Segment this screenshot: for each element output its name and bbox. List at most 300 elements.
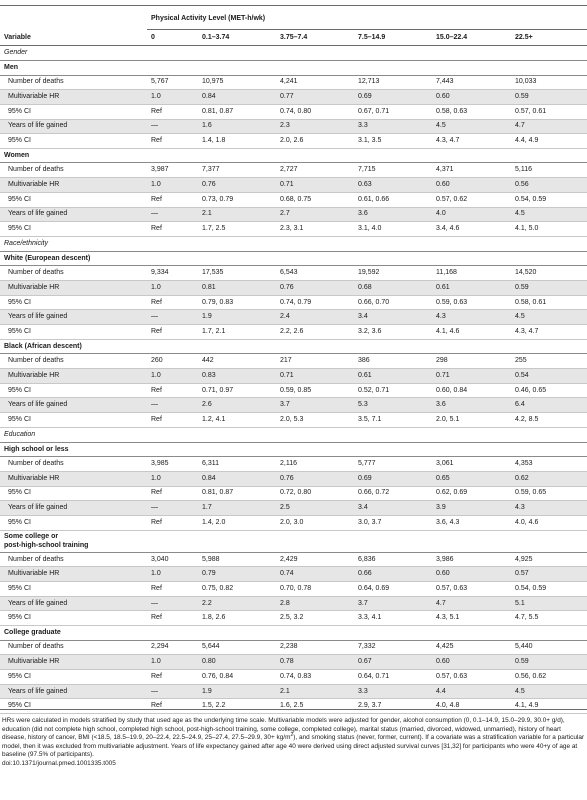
table-cell: 7,332 bbox=[354, 640, 432, 655]
variable-header: Variable bbox=[0, 11, 147, 46]
table-cell: 5.3 bbox=[354, 398, 432, 413]
table-cell: 1.0 bbox=[147, 369, 198, 384]
table-cell: 17,535 bbox=[198, 266, 276, 281]
row-label: Years of life gained bbox=[0, 310, 147, 325]
table-cell: 0.65 bbox=[432, 471, 511, 486]
table-cell: 5,777 bbox=[354, 457, 432, 472]
category-label: Gender bbox=[0, 46, 587, 61]
table-cell: 0.64, 0.71 bbox=[354, 670, 432, 685]
table-cell: 7,377 bbox=[198, 163, 276, 178]
table-cell: 1.7, 2.5 bbox=[198, 222, 276, 237]
table-cell: — bbox=[147, 119, 198, 134]
table-cell: 260 bbox=[147, 354, 198, 369]
table-cell: 0.80 bbox=[198, 655, 276, 670]
table-row bbox=[0, 670, 587, 685]
table-cell: 3.4, 4.6 bbox=[432, 222, 511, 237]
footnote-text bbox=[2, 717, 585, 760]
table-cell: 4.0, 4.6 bbox=[511, 516, 587, 531]
row-label: Years of life gained bbox=[0, 684, 147, 699]
table-cell: 0.60 bbox=[432, 567, 511, 582]
table-cell: 2,238 bbox=[276, 640, 354, 655]
table-cell: 3.3 bbox=[354, 684, 432, 699]
table-row bbox=[0, 398, 587, 413]
table-cell: 4,353 bbox=[511, 457, 587, 472]
table-row bbox=[0, 552, 587, 567]
row-label: Number of deaths bbox=[0, 640, 147, 655]
group-label-line: High school or less bbox=[4, 445, 69, 453]
table-cell: 0.67, 0.71 bbox=[354, 104, 432, 119]
table-row bbox=[0, 163, 587, 178]
table-cell: 1.0 bbox=[147, 281, 198, 296]
table-cell: 0.56, 0.62 bbox=[511, 670, 587, 685]
table-cell: 0.81 bbox=[198, 281, 276, 296]
row-label: Number of deaths bbox=[0, 354, 147, 369]
table-row bbox=[0, 596, 587, 611]
table-row bbox=[0, 90, 587, 105]
row-label: Number of deaths bbox=[0, 457, 147, 472]
table-row bbox=[0, 325, 587, 340]
table-cell: 0.62 bbox=[511, 471, 587, 486]
row-label: Multivariable HR bbox=[0, 178, 147, 193]
table-cell: 0.76, 0.84 bbox=[198, 670, 276, 685]
table-cell: 4.0 bbox=[432, 207, 511, 222]
table-cell: 386 bbox=[354, 354, 432, 369]
table-cell: 0.68 bbox=[354, 281, 432, 296]
table-cell: 11,168 bbox=[432, 266, 511, 281]
group-label bbox=[0, 626, 587, 641]
table-cell: 2,727 bbox=[276, 163, 354, 178]
table-row bbox=[0, 383, 587, 398]
group-label-line: White (European descent) bbox=[4, 254, 91, 262]
table-cell: Ref bbox=[147, 611, 198, 626]
table-cell: 6,311 bbox=[198, 457, 276, 472]
table-cell: 1.7 bbox=[198, 501, 276, 516]
table-cell: 3.1, 3.5 bbox=[354, 134, 432, 149]
table-cell: 0.52, 0.71 bbox=[354, 383, 432, 398]
table-cell: 0.56 bbox=[511, 178, 587, 193]
table-cell: 0.59, 0.63 bbox=[432, 295, 511, 310]
table-cell: 4.1, 5.0 bbox=[511, 222, 587, 237]
table-cell: Ref bbox=[147, 383, 198, 398]
group-row bbox=[0, 626, 587, 641]
row-label: 95% CI bbox=[0, 104, 147, 119]
table-cell: 2.0, 2.6 bbox=[276, 134, 354, 149]
row-label: 95% CI bbox=[0, 222, 147, 237]
table-cell: 3.7 bbox=[276, 398, 354, 413]
table-cell: 2.9, 3.7 bbox=[354, 699, 432, 714]
table-cell: 0.54, 0.59 bbox=[511, 192, 587, 207]
table-cell: 12,713 bbox=[354, 75, 432, 90]
row-label: Multivariable HR bbox=[0, 655, 147, 670]
group-label bbox=[0, 339, 587, 354]
table-cell: 0.61 bbox=[432, 281, 511, 296]
table-cell: 0.57, 0.63 bbox=[432, 582, 511, 597]
table-footnote bbox=[0, 717, 587, 768]
table-cell: 4.0, 4.8 bbox=[432, 699, 511, 714]
table-cell: 0.64, 0.69 bbox=[354, 582, 432, 597]
table-cell: 0.77 bbox=[276, 90, 354, 105]
top-rule bbox=[0, 5, 587, 6]
table-row bbox=[0, 457, 587, 472]
row-label: Years of life gained bbox=[0, 119, 147, 134]
table-cell: 0.84 bbox=[198, 90, 276, 105]
table-cell: 2.0, 5.3 bbox=[276, 413, 354, 428]
footnote-doi: doi:10.1371/journal.pmed.1001335.t005 bbox=[2, 759, 116, 767]
table-cell: 5.1 bbox=[511, 596, 587, 611]
group-row bbox=[0, 530, 587, 552]
table-cell: 5,440 bbox=[511, 640, 587, 655]
table-cell: 0.76 bbox=[198, 178, 276, 193]
row-label: 95% CI bbox=[0, 611, 147, 626]
table-cell: 0.71 bbox=[432, 369, 511, 384]
group-row bbox=[0, 148, 587, 163]
table-cell: 4.1, 4.9 bbox=[511, 699, 587, 714]
table-row bbox=[0, 354, 587, 369]
table-cell: 2.4 bbox=[276, 310, 354, 325]
results-table bbox=[0, 11, 587, 714]
table-row bbox=[0, 104, 587, 119]
table-cell: 0.70, 0.78 bbox=[276, 582, 354, 597]
table-row bbox=[0, 281, 587, 296]
table-cell: 0.54 bbox=[511, 369, 587, 384]
table-cell: 0.60 bbox=[432, 655, 511, 670]
table-row bbox=[0, 567, 587, 582]
table-row bbox=[0, 640, 587, 655]
table-cell: 0.74, 0.83 bbox=[276, 670, 354, 685]
table-cell: 1.0 bbox=[147, 471, 198, 486]
table-cell: 4.3 bbox=[432, 310, 511, 325]
table-cell: 4.4, 4.9 bbox=[511, 134, 587, 149]
table-cell: 5,988 bbox=[198, 552, 276, 567]
table-cell: 0.68, 0.75 bbox=[276, 192, 354, 207]
table-cell: 0.60, 0.84 bbox=[432, 383, 511, 398]
table-cell: 1.9 bbox=[198, 310, 276, 325]
group-label bbox=[0, 251, 587, 266]
table-row bbox=[0, 295, 587, 310]
category-row bbox=[0, 427, 587, 442]
group-row bbox=[0, 61, 587, 76]
table-cell: 3.6 bbox=[354, 207, 432, 222]
group-row bbox=[0, 442, 587, 457]
footnote-rule bbox=[0, 709, 587, 710]
activity-group-header: Physical Activity Level (MET-h/wk) bbox=[151, 15, 266, 22]
table-cell: 4.3, 4.7 bbox=[432, 134, 511, 149]
table-cell: 9,334 bbox=[147, 266, 198, 281]
row-label: Number of deaths bbox=[0, 266, 147, 281]
table-cell: Ref bbox=[147, 192, 198, 207]
table-cell: 2.1 bbox=[276, 684, 354, 699]
row-label: Multivariable HR bbox=[0, 567, 147, 582]
table-row bbox=[0, 310, 587, 325]
table-cell: 5,767 bbox=[147, 75, 198, 90]
table-cell: 0.71 bbox=[276, 178, 354, 193]
row-label: Multivariable HR bbox=[0, 90, 147, 105]
table-cell: 7,443 bbox=[432, 75, 511, 90]
table-cell: 1.4, 2.0 bbox=[198, 516, 276, 531]
footnote-text-part1: HRs were calculated in models stratified by study that used age as the underlying time scale. Multivariable models were adjusted for gender, alcohol consumption (0, 0.1–14.9, 15.0–29.9, 30.0+ g/d), education (did not complete high school, completed high school, post-high-school training, some college, completed college), marital status (married, divorced, widowed, unmarried), history of heart disease, history of cancer, BMI (<18.5, 18.5–19.9, 20–22.4, 22.5–24.9, 25–27.4, 27.5–29.9, 30+ kg/m bbox=[2, 717, 565, 741]
row-label: Multivariable HR bbox=[0, 471, 147, 486]
table-cell: 1.9 bbox=[198, 684, 276, 699]
table-row bbox=[0, 369, 587, 384]
table-row bbox=[0, 516, 587, 531]
group-label bbox=[0, 148, 587, 163]
table-cell: 0.57, 0.62 bbox=[432, 192, 511, 207]
column-header: 22.5+ bbox=[511, 30, 587, 46]
group-label-line: Some college or bbox=[4, 533, 59, 541]
table-cell: 0.62, 0.69 bbox=[432, 486, 511, 501]
table-cell: 2,429 bbox=[276, 552, 354, 567]
table-cell: 0.59 bbox=[511, 90, 587, 105]
table-cell: 0.57, 0.63 bbox=[432, 670, 511, 685]
table-cell: Ref bbox=[147, 516, 198, 531]
row-label: 95% CI bbox=[0, 134, 147, 149]
column-header: 15.0–22.4 bbox=[432, 30, 511, 46]
table-cell: Ref bbox=[147, 670, 198, 685]
table-cell: 4.5 bbox=[511, 310, 587, 325]
table-cell: 2.3 bbox=[276, 119, 354, 134]
table-cell: 2.0, 5.1 bbox=[432, 413, 511, 428]
table-cell: 0.83 bbox=[198, 369, 276, 384]
table-row bbox=[0, 471, 587, 486]
table-cell: 0.84 bbox=[198, 471, 276, 486]
table-cell: 0.71 bbox=[276, 369, 354, 384]
table-cell: Ref bbox=[147, 134, 198, 149]
group-label-line: Men bbox=[4, 63, 18, 71]
table-cell: 19,592 bbox=[354, 266, 432, 281]
row-label: 95% CI bbox=[0, 192, 147, 207]
table-cell: 0.57 bbox=[511, 567, 587, 582]
row-label: Number of deaths bbox=[0, 552, 147, 567]
row-label: 95% CI bbox=[0, 325, 147, 340]
table-cell: 4,425 bbox=[432, 640, 511, 655]
category-label: Education bbox=[0, 427, 587, 442]
table-cell: Ref bbox=[147, 582, 198, 597]
table-cell: 4,241 bbox=[276, 75, 354, 90]
table-cell: 5,644 bbox=[198, 640, 276, 655]
table-cell: 3.5, 7.1 bbox=[354, 413, 432, 428]
row-label: 95% CI bbox=[0, 295, 147, 310]
table-cell: 6,836 bbox=[354, 552, 432, 567]
table-cell: 0.69 bbox=[354, 471, 432, 486]
table-cell: 1.4, 1.8 bbox=[198, 134, 276, 149]
row-label: 95% CI bbox=[0, 582, 147, 597]
table-cell: 1.0 bbox=[147, 178, 198, 193]
table-cell: 3.1, 4.0 bbox=[354, 222, 432, 237]
group-label-line: Women bbox=[4, 151, 30, 159]
table-cell: 2,294 bbox=[147, 640, 198, 655]
table-cell: Ref bbox=[147, 325, 198, 340]
table-row bbox=[0, 192, 587, 207]
table-cell: 0.69 bbox=[354, 90, 432, 105]
table-cell: 4.7 bbox=[511, 119, 587, 134]
table-cell: — bbox=[147, 684, 198, 699]
row-label: 95% CI bbox=[0, 486, 147, 501]
table-cell: 4.4 bbox=[432, 684, 511, 699]
table-cell: 0.74, 0.79 bbox=[276, 295, 354, 310]
table-cell: 2.0, 3.0 bbox=[276, 516, 354, 531]
table-cell: 10,975 bbox=[198, 75, 276, 90]
table-cell: 6,543 bbox=[276, 266, 354, 281]
table-cell: 4.1, 4.6 bbox=[432, 325, 511, 340]
group-label bbox=[0, 442, 587, 457]
category-row bbox=[0, 236, 587, 251]
table-cell: 1.8, 2.6 bbox=[198, 611, 276, 626]
table-cell: 3,985 bbox=[147, 457, 198, 472]
table-cell: 14,520 bbox=[511, 266, 587, 281]
table-cell: 1.6 bbox=[198, 119, 276, 134]
group-label bbox=[0, 61, 587, 76]
table-cell: 0.71, 0.97 bbox=[198, 383, 276, 398]
table-cell: 298 bbox=[432, 354, 511, 369]
table-cell: — bbox=[147, 398, 198, 413]
row-label: 95% CI bbox=[0, 413, 147, 428]
table-cell: 3.6, 4.3 bbox=[432, 516, 511, 531]
table-cell: 0.60 bbox=[432, 178, 511, 193]
table-cell: 3.4 bbox=[354, 310, 432, 325]
table-cell: 217 bbox=[276, 354, 354, 369]
table-cell: 3.3, 4.1 bbox=[354, 611, 432, 626]
table-cell: 5,116 bbox=[511, 163, 587, 178]
table-cell: 1.6, 2.5 bbox=[276, 699, 354, 714]
table-cell: 3.4 bbox=[354, 501, 432, 516]
group-label-line: Black (African descent) bbox=[4, 342, 82, 350]
column-header: 3.75–7.4 bbox=[276, 30, 354, 46]
table-cell: 4.5 bbox=[432, 119, 511, 134]
column-header: 7.5–14.9 bbox=[354, 30, 432, 46]
group-row bbox=[0, 251, 587, 266]
table-cell: 0.72, 0.80 bbox=[276, 486, 354, 501]
column-header: 0.1–3.74 bbox=[198, 30, 276, 46]
table-cell: 3.3 bbox=[354, 119, 432, 134]
group-label-line: College graduate bbox=[4, 628, 61, 636]
table-cell: 4,371 bbox=[432, 163, 511, 178]
table-cell: 1.0 bbox=[147, 655, 198, 670]
table-row bbox=[0, 582, 587, 597]
table-cell: 4.5 bbox=[511, 684, 587, 699]
table-row bbox=[0, 486, 587, 501]
table-cell: 0.81, 0.87 bbox=[198, 486, 276, 501]
table-cell: 1.2, 4.1 bbox=[198, 413, 276, 428]
table-cell: 4.3, 5.1 bbox=[432, 611, 511, 626]
table-cell: 0.74, 0.80 bbox=[276, 104, 354, 119]
table-header bbox=[0, 11, 587, 46]
table-cell: 0.61 bbox=[354, 369, 432, 384]
table-row bbox=[0, 222, 587, 237]
table-cell: 0.79 bbox=[198, 567, 276, 582]
table-cell: 7,715 bbox=[354, 163, 432, 178]
table-cell: 3,040 bbox=[147, 552, 198, 567]
table-cell: 4.3, 4.7 bbox=[511, 325, 587, 340]
row-label: 95% CI bbox=[0, 699, 147, 714]
table-cell: 4,925 bbox=[511, 552, 587, 567]
table-cell: Ref bbox=[147, 104, 198, 119]
table-cell: 0.75, 0.82 bbox=[198, 582, 276, 597]
row-label: Years of life gained bbox=[0, 207, 147, 222]
table-cell: 0.57, 0.61 bbox=[511, 104, 587, 119]
column-header: 0 bbox=[147, 30, 198, 46]
table-cell: 2.2, 2.6 bbox=[276, 325, 354, 340]
group-label bbox=[0, 530, 587, 552]
table-cell: 10,033 bbox=[511, 75, 587, 90]
table-cell: 3.2, 3.6 bbox=[354, 325, 432, 340]
table-cell: — bbox=[147, 310, 198, 325]
row-label: Years of life gained bbox=[0, 501, 147, 516]
table-body bbox=[0, 46, 587, 714]
category-label: Race/ethnicity bbox=[0, 236, 587, 251]
table-cell: 0.60 bbox=[432, 90, 511, 105]
table-cell: 4.5 bbox=[511, 207, 587, 222]
table-cell: 0.76 bbox=[276, 471, 354, 486]
table-row bbox=[0, 75, 587, 90]
table-cell: 442 bbox=[198, 354, 276, 369]
table-cell: 4.7, 5.5 bbox=[511, 611, 587, 626]
table-cell: 0.66, 0.72 bbox=[354, 486, 432, 501]
table-row bbox=[0, 134, 587, 149]
table-cell: 1.0 bbox=[147, 90, 198, 105]
table-cell: 0.54, 0.59 bbox=[511, 582, 587, 597]
table-row bbox=[0, 413, 587, 428]
table-cell: 2,116 bbox=[276, 457, 354, 472]
table-cell: 0.59 bbox=[511, 655, 587, 670]
table-cell: 6.4 bbox=[511, 398, 587, 413]
table-cell: 0.59, 0.85 bbox=[276, 383, 354, 398]
table-cell: 0.63 bbox=[354, 178, 432, 193]
table-cell: 0.79, 0.83 bbox=[198, 295, 276, 310]
table-row bbox=[0, 655, 587, 670]
table-cell: 0.46, 0.65 bbox=[511, 383, 587, 398]
row-label: 95% CI bbox=[0, 670, 147, 685]
table-cell: 3.9 bbox=[432, 501, 511, 516]
table-cell: 2.6 bbox=[198, 398, 276, 413]
table-cell: Ref bbox=[147, 699, 198, 714]
table-cell: 4.3 bbox=[511, 501, 587, 516]
table-cell: — bbox=[147, 501, 198, 516]
row-label: 95% CI bbox=[0, 516, 147, 531]
table-cell: 3,987 bbox=[147, 163, 198, 178]
table-cell: Ref bbox=[147, 295, 198, 310]
table-cell: 4.2, 8.5 bbox=[511, 413, 587, 428]
table-row bbox=[0, 699, 587, 714]
table-cell: 2.5, 3.2 bbox=[276, 611, 354, 626]
table-cell: 3,061 bbox=[432, 457, 511, 472]
table-cell: Ref bbox=[147, 413, 198, 428]
table-cell: — bbox=[147, 207, 198, 222]
table-cell: 2.8 bbox=[276, 596, 354, 611]
footnote-superscript: 2 bbox=[290, 731, 294, 738]
category-row bbox=[0, 46, 587, 61]
table-cell: 1.7, 2.1 bbox=[198, 325, 276, 340]
row-label: Years of life gained bbox=[0, 596, 147, 611]
table-cell: 3,986 bbox=[432, 552, 511, 567]
table-cell: 0.76 bbox=[276, 281, 354, 296]
table-cell: 3.6 bbox=[432, 398, 511, 413]
table-cell: 0.81, 0.87 bbox=[198, 104, 276, 119]
table-cell: 0.66, 0.70 bbox=[354, 295, 432, 310]
row-label: Multivariable HR bbox=[0, 281, 147, 296]
table-cell: 0.67 bbox=[354, 655, 432, 670]
row-label: Years of life gained bbox=[0, 398, 147, 413]
table-row bbox=[0, 501, 587, 516]
table-cell: 2.1 bbox=[198, 207, 276, 222]
table-row bbox=[0, 684, 587, 699]
group-row bbox=[0, 339, 587, 354]
table-row bbox=[0, 611, 587, 626]
table-cell: 0.78 bbox=[276, 655, 354, 670]
table-cell: 0.74 bbox=[276, 567, 354, 582]
table-cell: 0.66 bbox=[354, 567, 432, 582]
row-label: 95% CI bbox=[0, 383, 147, 398]
table-cell: 3.0, 3.7 bbox=[354, 516, 432, 531]
